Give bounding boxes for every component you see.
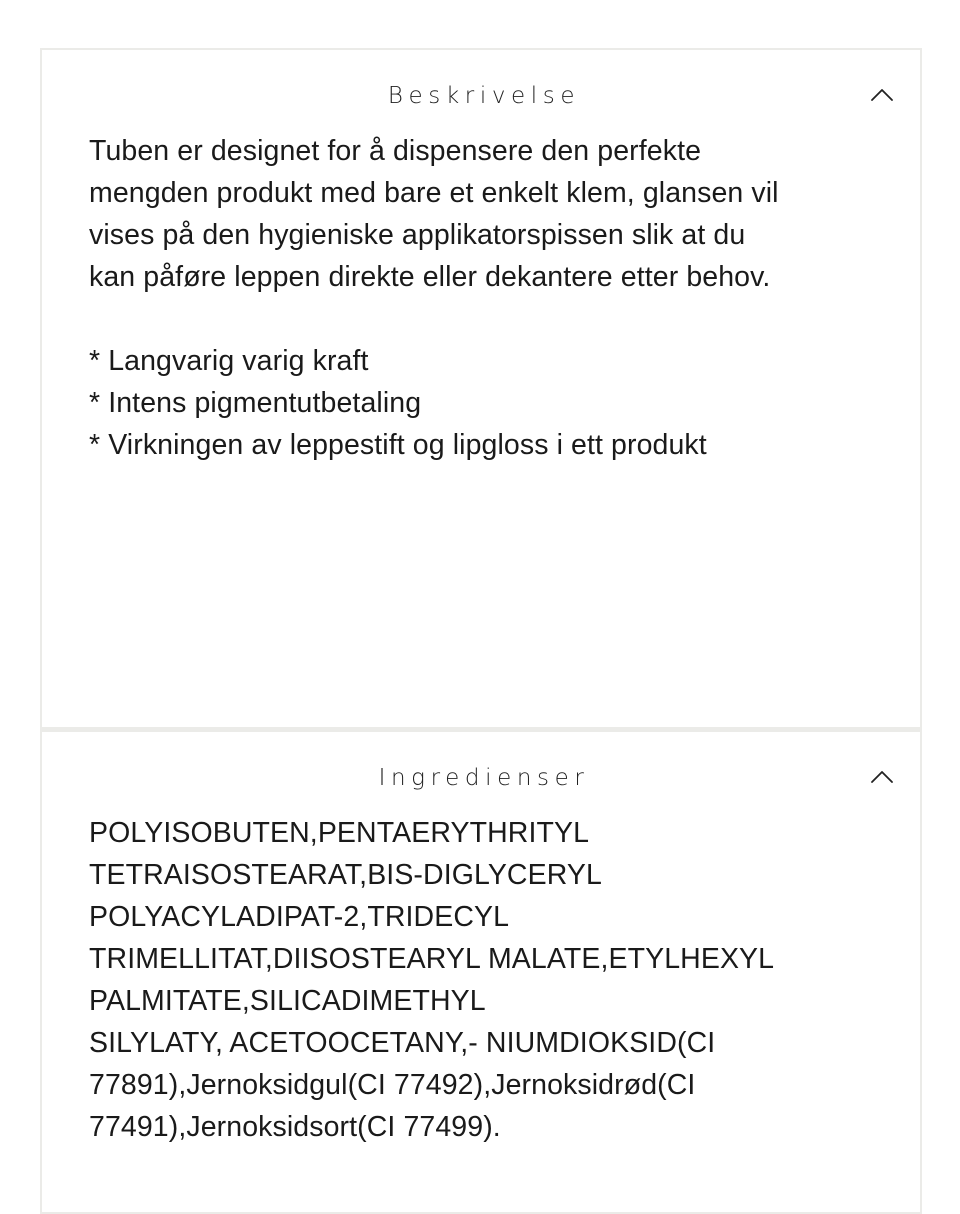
- paragraph-spacer: [89, 298, 874, 340]
- ingredients-line: SILYLATY, ACETOOCETANY,- NIUMDIOKSID(CI: [89, 1027, 716, 1059]
- accordion-title-ingredients: Ingredienser: [378, 765, 590, 791]
- ingredients-line: TRIMELLITAT,DIISOSTEARYL MALATE,ETYLHEXYL: [89, 943, 775, 975]
- ingredients-line: POLYISOBUTEN,PENTAERYTHRITYL: [89, 817, 590, 849]
- ingredients-line: PALMITATE,SILICADIMETHYL: [89, 985, 486, 1017]
- feature-bullet: * Virkningen av leppestift og lipgloss i ett produkt: [89, 429, 707, 461]
- ingredients-line: 77891),Jernoksidgul(CI 77492),Jernoksidrød(CI: [89, 1069, 696, 1101]
- ingredients-line: 77491),Jernoksidsort(CI 77499).: [89, 1111, 501, 1143]
- ingredients-line: TETRAISOSTEARAT,BIS-DIGLYCERYL: [89, 859, 602, 891]
- description-line: Tuben er designet for å dispensere den perfekte: [89, 135, 702, 167]
- feature-bullet: * Langvarig varig kraft: [89, 345, 369, 377]
- description-line: vises på den hygieniske applikatorspissen slik at du: [89, 219, 746, 251]
- description-line: kan påføre leppen direkte eller dekantere etter behov.: [89, 261, 771, 293]
- accordion-header-ingredients[interactable]: [42, 732, 920, 824]
- accordion-header-description[interactable]: [42, 50, 920, 142]
- accordion-title-description: Beskrivelse: [387, 83, 581, 109]
- description-content: [42, 130, 920, 466]
- chevron-up-icon[interactable]: [870, 768, 894, 784]
- accordion-ingredients: [40, 729, 922, 1214]
- accordion-description: [40, 48, 922, 729]
- ingredients-content: [42, 812, 920, 1148]
- feature-bullet: * Intens pigmentutbetaling: [89, 387, 422, 419]
- description-line: mengden produkt med bare et enkelt klem, glansen vil: [89, 177, 779, 209]
- chevron-up-icon[interactable]: [870, 86, 894, 102]
- ingredients-line: POLYACYLADIPAT-2,TRIDECYL: [89, 901, 510, 933]
